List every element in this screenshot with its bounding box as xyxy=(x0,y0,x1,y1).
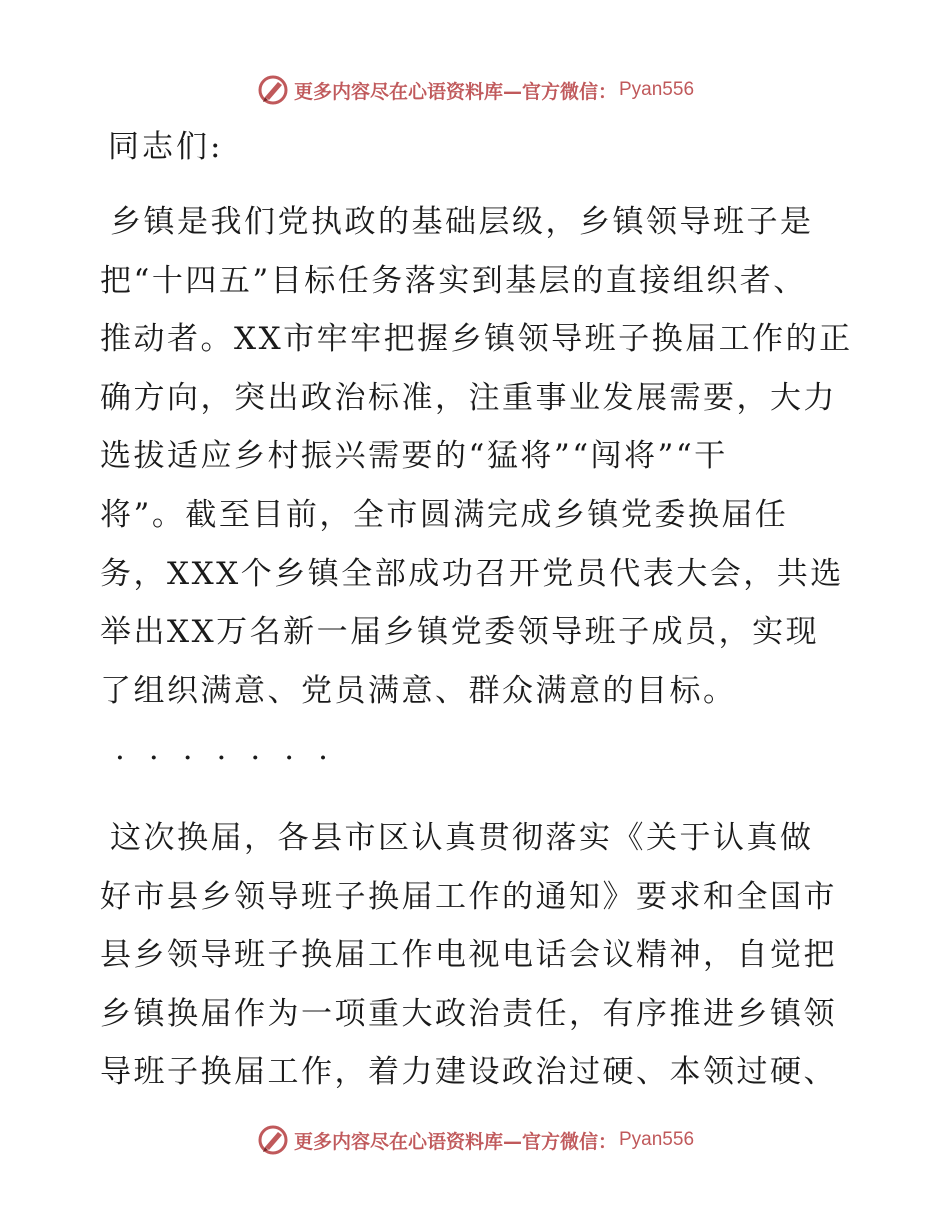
text-line: 选拔适应乡村振兴需要的“猛将”“闯将”“干 xyxy=(100,438,728,475)
footer-banner xyxy=(0,1120,950,1160)
header-banner xyxy=(0,70,950,110)
wechat-id: Pyan556 xyxy=(619,1129,695,1150)
text-line: 好市县乡领导班子换届工作的通知》要求和全国市 xyxy=(100,878,837,915)
ellipsis-separator: ······· xyxy=(115,740,352,776)
text-line: 乡镇是我们党执政的基础层级，乡镇领导班子是 xyxy=(110,204,814,240)
text-line: 推动者。XX市牢牢把握乡镇领导班子换届工作的正 xyxy=(100,321,853,358)
text-line: 了组织满意、党员满意、群众满意的目标。 xyxy=(100,672,737,709)
text-line: 确方向，突出政治标准，注重事业发展需要，大力 xyxy=(100,379,837,416)
pen-seal-icon xyxy=(256,73,290,107)
text-line: 将”。截至目前，全市圆满完成乡镇党委换届任 xyxy=(100,496,789,533)
pen-seal-icon xyxy=(256,1123,290,1157)
paragraph-2 xyxy=(100,809,860,1102)
text-line: 这次换届，各县市区认真贯彻落实《关于认真做 xyxy=(110,820,814,856)
text-line: 举出XX万名新一届乡镇党委领导班子成员，实现 xyxy=(100,614,820,651)
banner-text: 更多内容尽在心语资料库—官方微信： xyxy=(293,80,617,103)
text-line: 务，XXX个乡镇全部成功召开党员代表大会，共选 xyxy=(100,555,844,592)
text-line: 乡镇换届作为一项重大政治责任，有序推进乡镇领 xyxy=(100,995,837,1032)
banner-text: 更多内容尽在心语资料库—官方微信： xyxy=(293,1130,617,1153)
text-line: 导班子换届工作，着力建设政治过硬、本领过硬、 xyxy=(100,1054,837,1091)
paragraph-1 xyxy=(100,193,860,720)
text-line: 县乡领导班子换届工作电视电话会议精神，自觉把 xyxy=(100,937,837,974)
text-line: 把“十四五”目标任务落实到基层的直接组织者、 xyxy=(100,262,807,299)
wechat-id: Pyan556 xyxy=(619,79,695,100)
salutation: 同志们: xyxy=(108,129,224,165)
